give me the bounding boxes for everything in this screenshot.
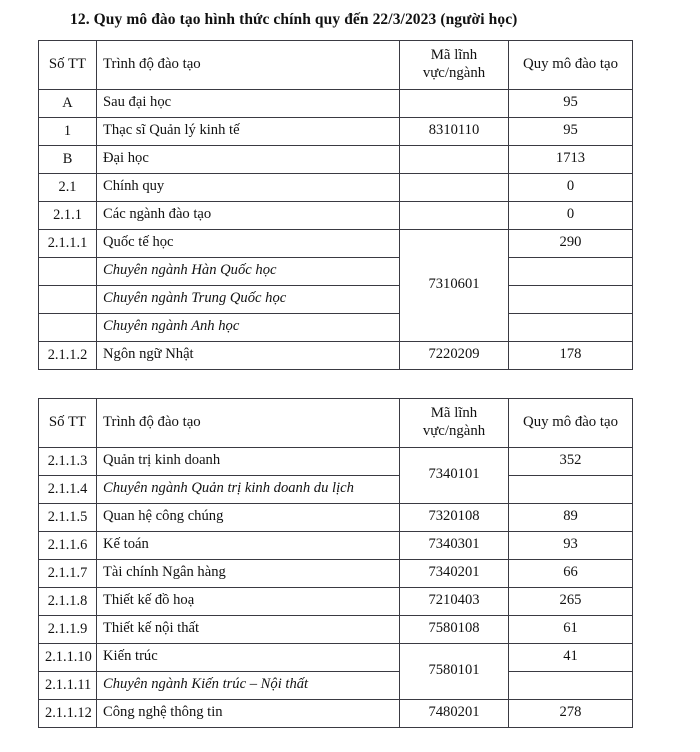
cell-field-code: 7210403 <box>400 587 509 615</box>
enrollment-table-part-1 <box>38 40 633 370</box>
cell-stt: 2.1.1.8 <box>39 587 97 615</box>
table-1-body <box>39 89 633 369</box>
column-header-stt: Số TT <box>39 40 97 89</box>
cell-program-name: Sau đại học <box>97 89 400 117</box>
cell-program-name: Chính quy <box>97 173 400 201</box>
cell-field-code: 8310110 <box>400 117 509 145</box>
table-row <box>39 201 633 229</box>
cell-program-name: Thiết kế đồ hoạ <box>97 587 400 615</box>
table-row <box>39 615 633 643</box>
column-header-code-line1: Mã lĩnh <box>430 405 478 422</box>
cell-field-code: 7340101 <box>400 447 509 503</box>
table-row <box>39 89 633 117</box>
cell-field-code: 7320108 <box>400 503 509 531</box>
table-1-header <box>39 40 633 89</box>
cell-program-name: Thạc sĩ Quản lý kinh tế <box>97 117 400 145</box>
cell-program-name: Quốc tế học <box>97 229 400 257</box>
table-1-wrapper <box>0 40 700 370</box>
cell-stt: 2.1.1 <box>39 201 97 229</box>
cell-program-name: Đại học <box>97 145 400 173</box>
cell-stt: 2.1.1.6 <box>39 531 97 559</box>
column-header-program: Trình độ đào tạo <box>97 398 400 447</box>
cell-program-name: Thiết kế nội thất <box>97 615 400 643</box>
cell-enrollment-size: 61 <box>509 615 633 643</box>
cell-stt: B <box>39 145 97 173</box>
cell-stt: 2.1.1.12 <box>39 699 97 727</box>
table-row <box>39 173 633 201</box>
table-row <box>39 229 633 257</box>
table-header-row <box>39 40 633 89</box>
table-row <box>39 145 633 173</box>
cell-enrollment-size: 352 <box>509 447 633 475</box>
cell-stt: 2.1.1.4 <box>39 475 97 503</box>
table-row <box>39 587 633 615</box>
column-header-stt: Số TT <box>39 398 97 447</box>
cell-program-name: Công nghệ thông tin <box>97 699 400 727</box>
cell-enrollment-size: 95 <box>509 89 633 117</box>
cell-enrollment-size: 0 <box>509 201 633 229</box>
page-title: 12. Quy mô đào tạo hình thức chính quy đến 22/3/2023 (người học) <box>70 11 518 28</box>
cell-enrollment-size: 66 <box>509 559 633 587</box>
cell-field-code: 7480201 <box>400 699 509 727</box>
cell-stt: 1 <box>39 117 97 145</box>
cell-program-name: Quản trị kinh doanh <box>97 447 400 475</box>
table-row <box>39 285 633 313</box>
cell-program-name: Quan hệ công chúng <box>97 503 400 531</box>
cell-program-name: Chuyên ngành Anh học <box>97 313 400 341</box>
cell-program-name: Các ngành đào tạo <box>97 201 400 229</box>
cell-field-code: 7220209 <box>400 341 509 369</box>
column-header-program: Trình độ đào tạo <box>97 40 400 89</box>
cell-field-code: 7580101 <box>400 643 509 699</box>
column-header-code <box>400 398 509 447</box>
table-header-row <box>39 398 633 447</box>
cell-enrollment-size: 290 <box>509 229 633 257</box>
table-row <box>39 699 633 727</box>
table-row <box>39 341 633 369</box>
cell-field-code <box>400 173 509 201</box>
cell-program-name: Chuyên ngành Quản trị kinh doanh du lịch <box>97 475 400 503</box>
cell-stt <box>39 313 97 341</box>
table-row <box>39 257 633 285</box>
table-row <box>39 559 633 587</box>
table-row <box>39 447 633 475</box>
cell-enrollment-size: 1713 <box>509 145 633 173</box>
cell-enrollment-size: 265 <box>509 587 633 615</box>
cell-stt: 2.1.1.5 <box>39 503 97 531</box>
table-2-header <box>39 398 633 447</box>
table-2-body <box>39 447 633 727</box>
cell-program-name: Kế toán <box>97 531 400 559</box>
cell-enrollment-size: 0 <box>509 173 633 201</box>
cell-enrollment-size: 95 <box>509 117 633 145</box>
cell-enrollment-size <box>509 313 633 341</box>
cell-field-code <box>400 89 509 117</box>
cell-enrollment-size: 178 <box>509 341 633 369</box>
cell-stt: 2.1.1.2 <box>39 341 97 369</box>
table-2-wrapper <box>0 398 700 728</box>
cell-field-code: 7580108 <box>400 615 509 643</box>
cell-program-name: Chuyên ngành Kiến trúc – Nội thất <box>97 671 400 699</box>
cell-enrollment-size: 89 <box>509 503 633 531</box>
cell-stt: 2.1 <box>39 173 97 201</box>
table-row <box>39 531 633 559</box>
cell-program-name: Chuyên ngành Hàn Quốc học <box>97 257 400 285</box>
cell-stt <box>39 285 97 313</box>
table-row <box>39 475 633 503</box>
cell-enrollment-size: 41 <box>509 643 633 671</box>
cell-program-name: Tài chính Ngân hàng <box>97 559 400 587</box>
cell-stt <box>39 257 97 285</box>
column-header-code <box>400 40 509 89</box>
cell-stt: 2.1.1.11 <box>39 671 97 699</box>
cell-stt: 2.1.1.1 <box>39 229 97 257</box>
cell-field-code: 7340201 <box>400 559 509 587</box>
cell-stt: 2.1.1.10 <box>39 643 97 671</box>
cell-enrollment-size <box>509 475 633 503</box>
table-row <box>39 117 633 145</box>
table-separator-gap <box>0 370 700 398</box>
table-row <box>39 503 633 531</box>
table-row <box>39 643 633 671</box>
cell-enrollment-size <box>509 257 633 285</box>
column-header-size: Quy mô đào tạo <box>509 40 633 89</box>
cell-stt: A <box>39 89 97 117</box>
enrollment-table-part-2 <box>38 398 633 728</box>
column-header-code-line2: vực/ngành <box>422 422 486 439</box>
table-row <box>39 671 633 699</box>
column-header-code-line2: vực/ngành <box>422 64 486 81</box>
cell-field-code <box>400 201 509 229</box>
column-header-size: Quy mô đào tạo <box>509 398 633 447</box>
cell-field-code: 7340301 <box>400 531 509 559</box>
cell-field-code <box>400 145 509 173</box>
cell-stt: 2.1.1.9 <box>39 615 97 643</box>
cell-enrollment-size <box>509 285 633 313</box>
cell-enrollment-size: 278 <box>509 699 633 727</box>
table-row <box>39 313 633 341</box>
cell-enrollment-size <box>509 671 633 699</box>
cell-program-name: Chuyên ngành Trung Quốc học <box>97 285 400 313</box>
cell-stt: 2.1.1.3 <box>39 447 97 475</box>
cell-enrollment-size: 93 <box>509 531 633 559</box>
cell-field-code: 7310601 <box>400 229 509 341</box>
cell-stt: 2.1.1.7 <box>39 559 97 587</box>
cell-program-name: Kiến trúc <box>97 643 400 671</box>
column-header-code-line1: Mã lĩnh <box>430 47 478 64</box>
cell-program-name: Ngôn ngữ Nhật <box>97 341 400 369</box>
